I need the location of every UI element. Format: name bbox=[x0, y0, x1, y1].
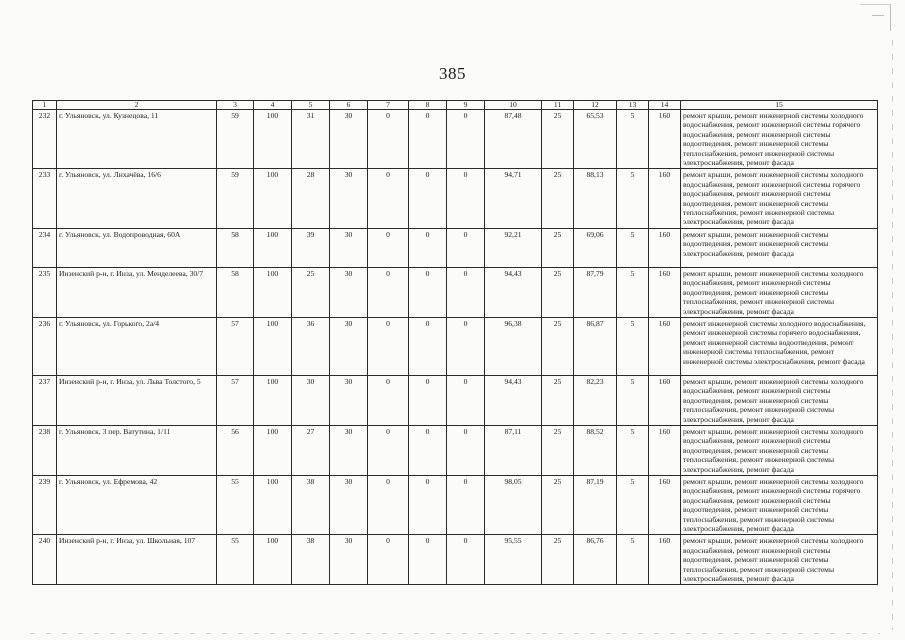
address-cell: г. Ульяновск, ул. Кузнецова, 11 bbox=[57, 110, 217, 169]
header-cell: 3 bbox=[217, 101, 254, 110]
value-cell: 87,48 bbox=[485, 110, 542, 169]
value-cell: 5 bbox=[617, 535, 649, 585]
address-cell: г. Ульяновск, 3 пер. Ватутина, 1/11 bbox=[57, 425, 217, 475]
header-cell: 11 bbox=[542, 101, 574, 110]
page-number: 385 bbox=[439, 64, 466, 83]
value-cell: 30 bbox=[330, 169, 368, 228]
value-cell: 59 bbox=[217, 110, 254, 169]
value-cell: 5 bbox=[617, 317, 649, 375]
value-cell: 0 bbox=[409, 228, 447, 267]
value-cell: 0 bbox=[368, 267, 409, 317]
address-cell: Инзенский р-н, г. Инза, ул. Льва Толстого, 5 bbox=[57, 375, 217, 425]
value-cell: 0 bbox=[368, 228, 409, 267]
value-cell: 0 bbox=[447, 317, 485, 375]
table-row bbox=[33, 267, 878, 317]
table-row bbox=[33, 228, 878, 267]
value-cell: 94,43 bbox=[485, 375, 542, 425]
value-cell: 0 bbox=[447, 375, 485, 425]
table-row bbox=[33, 317, 878, 375]
value-cell: 160 bbox=[649, 267, 681, 317]
value-cell: 5 bbox=[617, 228, 649, 267]
value-cell: 5 bbox=[617, 169, 649, 228]
address-cell: г. Ульяновск, ул. Ефремова, 42 bbox=[57, 475, 217, 534]
value-cell: 25 bbox=[542, 228, 574, 267]
value-cell: 0 bbox=[368, 425, 409, 475]
row-number-cell: 232 bbox=[33, 110, 57, 169]
header-cell: 15 bbox=[681, 101, 878, 110]
value-cell: 100 bbox=[254, 475, 292, 534]
value-cell: 30 bbox=[330, 110, 368, 169]
address-cell: г. Ульяновск, ул. Лихачёва, 16/6 bbox=[57, 169, 217, 228]
value-cell: 0 bbox=[409, 375, 447, 425]
value-cell: 87,11 bbox=[485, 425, 542, 475]
value-cell: 57 bbox=[217, 317, 254, 375]
value-cell: 0 bbox=[409, 267, 447, 317]
value-cell: 86,87 bbox=[574, 317, 617, 375]
value-cell: 25 bbox=[542, 110, 574, 169]
value-cell: 160 bbox=[649, 110, 681, 169]
value-cell: 56 bbox=[217, 425, 254, 475]
value-cell: 100 bbox=[254, 228, 292, 267]
value-cell: 25 bbox=[292, 267, 330, 317]
value-cell: 98,05 bbox=[485, 475, 542, 534]
value-cell: 0 bbox=[447, 535, 485, 585]
value-cell: 94,43 bbox=[485, 267, 542, 317]
value-cell: 160 bbox=[649, 228, 681, 267]
value-cell: 25 bbox=[542, 475, 574, 534]
value-cell: 0 bbox=[368, 110, 409, 169]
value-cell: 65,53 bbox=[574, 110, 617, 169]
works-list-cell: ремонт крыши, ремонт инженерной системы холодного водоснабжения, ремонт инженерной системы горячего водоснабжения, ремонт инженерной системы водоотведения, ремонт инженерной системы теплоснабжения, ремонт инженерной системы электроснабжения, ремонт фасада bbox=[681, 475, 878, 534]
value-cell: 160 bbox=[649, 317, 681, 375]
value-cell: 0 bbox=[447, 267, 485, 317]
header-cell: 6 bbox=[330, 101, 368, 110]
value-cell: 0 bbox=[409, 317, 447, 375]
value-cell: 96,38 bbox=[485, 317, 542, 375]
value-cell: 0 bbox=[409, 110, 447, 169]
value-cell: 25 bbox=[542, 267, 574, 317]
value-cell: 58 bbox=[217, 228, 254, 267]
value-cell: 92,21 bbox=[485, 228, 542, 267]
value-cell: 55 bbox=[217, 475, 254, 534]
works-list-cell: ремонт крыши, ремонт инженерной системы холодного водоснабжения, ремонт инженерной системы горячего водоснабжения, ремонт инженерной системы водоотведения, ремонт инженерной системы теплоснабжения, ремонт инженерной системы электроснабжения, ремонт фасада bbox=[681, 110, 878, 169]
value-cell: 82,23 bbox=[574, 375, 617, 425]
row-number-cell: 234 bbox=[33, 228, 57, 267]
value-cell: 31 bbox=[292, 110, 330, 169]
address-cell: Инзенский р-н, г. Инза, ул. Менделеева, 30/7 bbox=[57, 267, 217, 317]
value-cell: 30 bbox=[330, 228, 368, 267]
value-cell: 30 bbox=[330, 267, 368, 317]
works-list-cell: ремонт крыши, ремонт инженерной системы водоотведения, ремонт инженерной системы электроснабжения, ремонт фасада bbox=[681, 228, 878, 267]
works-list-cell: ремонт крыши, ремонт инженерной системы холодного водоснабжения, ремонт инженерной системы водоотведения, ремонт инженерной системы теплоснабжения, ремонт инженерной системы электроснабжения, ремонт фасада bbox=[681, 535, 878, 585]
row-number-cell: 236 bbox=[33, 317, 57, 375]
address-cell: г. Ульяновск, ул. Горького, 2а/4 bbox=[57, 317, 217, 375]
value-cell: 38 bbox=[292, 475, 330, 534]
works-list-cell: ремонт крыши, ремонт инженерной системы холодного водоснабжения, ремонт инженерной системы горячего водоснабжения, ремонт инженерной системы водоотведения, ремонт инженерной системы теплоснабжения, ремонт инженерной системы электроснабжения, ремонт фасада bbox=[681, 169, 878, 228]
value-cell: 30 bbox=[330, 425, 368, 475]
table-row bbox=[33, 375, 878, 425]
row-number-cell: 240 bbox=[33, 535, 57, 585]
value-cell: 30 bbox=[330, 535, 368, 585]
value-cell: 87,79 bbox=[574, 267, 617, 317]
table-row bbox=[33, 169, 878, 228]
value-cell: 0 bbox=[447, 475, 485, 534]
value-cell: 0 bbox=[368, 317, 409, 375]
row-number-cell: 237 bbox=[33, 375, 57, 425]
value-cell: 5 bbox=[617, 375, 649, 425]
value-cell: 100 bbox=[254, 375, 292, 425]
table-row bbox=[33, 110, 878, 169]
value-cell: 30 bbox=[330, 375, 368, 425]
header-cell: 9 bbox=[447, 101, 485, 110]
value-cell: 160 bbox=[649, 425, 681, 475]
value-cell: 100 bbox=[254, 425, 292, 475]
value-cell: 0 bbox=[409, 535, 447, 585]
header-cell: 10 bbox=[485, 101, 542, 110]
value-cell: 0 bbox=[447, 169, 485, 228]
value-cell: 25 bbox=[542, 317, 574, 375]
header-cell: 5 bbox=[292, 101, 330, 110]
register-table bbox=[32, 100, 878, 585]
value-cell: 30 bbox=[330, 475, 368, 534]
works-list-cell: ремонт крыши, ремонт инженерной системы холодного водоснабжения, ремонт инженерной системы водоотведения, ремонт инженерной системы теплоснабжения, ремонт инженерной системы электроснабжения, ремонт фасада bbox=[681, 267, 878, 317]
value-cell: 5 bbox=[617, 475, 649, 534]
value-cell: 36 bbox=[292, 317, 330, 375]
value-cell: 59 bbox=[217, 169, 254, 228]
value-cell: 160 bbox=[649, 475, 681, 534]
value-cell: 100 bbox=[254, 169, 292, 228]
works-list-cell: ремонт крыши, ремонт инженерной системы холодного водоснабжения, ремонт инженерной системы водоотведения, ремонт инженерной системы теплоснабжения, ремонт инженерной системы электроснабжения, ремонт фасада bbox=[681, 425, 878, 475]
row-number-cell: 239 bbox=[33, 475, 57, 534]
value-cell: 27 bbox=[292, 425, 330, 475]
value-cell: 0 bbox=[409, 475, 447, 534]
value-cell: 0 bbox=[447, 110, 485, 169]
value-cell: 28 bbox=[292, 169, 330, 228]
value-cell: 57 bbox=[217, 375, 254, 425]
header-cell: 4 bbox=[254, 101, 292, 110]
scan-edge-right bbox=[892, 40, 893, 630]
header-cell: 2 bbox=[57, 101, 217, 110]
header-cell: 7 bbox=[368, 101, 409, 110]
header-cell: 14 bbox=[649, 101, 681, 110]
value-cell: 0 bbox=[409, 169, 447, 228]
value-cell: 95,55 bbox=[485, 535, 542, 585]
value-cell: 0 bbox=[409, 425, 447, 475]
value-cell: 69,06 bbox=[574, 228, 617, 267]
value-cell: 25 bbox=[542, 425, 574, 475]
value-cell: 88,13 bbox=[574, 169, 617, 228]
value-cell: 25 bbox=[542, 375, 574, 425]
row-number-cell: 233 bbox=[33, 169, 57, 228]
value-cell: 87,19 bbox=[574, 475, 617, 534]
corner-scan-mark bbox=[860, 4, 891, 31]
works-list-cell: ремонт инженерной системы холодного водоснабжения, ремонт инженерной системы горячего водоснабжения, ремонт инженерной системы водоотведения, ремонт инженерной системы теплоснабжения, ремонт инженерной системы электроснабжения, ремонт фасада bbox=[681, 317, 878, 375]
value-cell: 0 bbox=[368, 169, 409, 228]
address-cell: Инзенский р-н, г. Инза, ул. Школьная, 107 bbox=[57, 535, 217, 585]
works-list-cell: ремонт крыши, ремонт инженерной системы холодного водоснабжения, ремонт инженерной системы водоотведения, ремонт инженерной системы теплоснабжения, ремонт инженерной системы электроснабжения, ремонт фасада bbox=[681, 375, 878, 425]
value-cell: 100 bbox=[254, 267, 292, 317]
value-cell: 55 bbox=[217, 535, 254, 585]
scan-edge-bottom bbox=[30, 633, 880, 634]
value-cell: 58 bbox=[217, 267, 254, 317]
value-cell: 100 bbox=[254, 317, 292, 375]
value-cell: 88,52 bbox=[574, 425, 617, 475]
header-cell: 8 bbox=[409, 101, 447, 110]
header-cell: 12 bbox=[574, 101, 617, 110]
value-cell: 5 bbox=[617, 425, 649, 475]
header-row bbox=[33, 101, 878, 110]
value-cell: 38 bbox=[292, 535, 330, 585]
header-cell: 1 bbox=[33, 101, 57, 110]
value-cell: 30 bbox=[330, 317, 368, 375]
value-cell: 25 bbox=[542, 535, 574, 585]
value-cell: 86,76 bbox=[574, 535, 617, 585]
value-cell: 160 bbox=[649, 535, 681, 585]
value-cell: 94,71 bbox=[485, 169, 542, 228]
value-cell: 100 bbox=[254, 110, 292, 169]
value-cell: 0 bbox=[447, 228, 485, 267]
value-cell: 30 bbox=[292, 375, 330, 425]
value-cell: 5 bbox=[617, 267, 649, 317]
value-cell: 0 bbox=[368, 475, 409, 534]
address-cell: г. Ульяновск, ул. Водопроводная, 60А bbox=[57, 228, 217, 267]
value-cell: 25 bbox=[542, 169, 574, 228]
value-cell: 0 bbox=[447, 425, 485, 475]
value-cell: 5 bbox=[617, 110, 649, 169]
table-row bbox=[33, 535, 878, 585]
value-cell: 0 bbox=[368, 535, 409, 585]
value-cell: 39 bbox=[292, 228, 330, 267]
value-cell: 100 bbox=[254, 535, 292, 585]
value-cell: 160 bbox=[649, 169, 681, 228]
value-cell: 0 bbox=[368, 375, 409, 425]
table-row bbox=[33, 475, 878, 534]
row-number-cell: 235 bbox=[33, 267, 57, 317]
row-number-cell: 238 bbox=[33, 425, 57, 475]
header-cell: 13 bbox=[617, 101, 649, 110]
value-cell: 160 bbox=[649, 375, 681, 425]
table-row bbox=[33, 425, 878, 475]
